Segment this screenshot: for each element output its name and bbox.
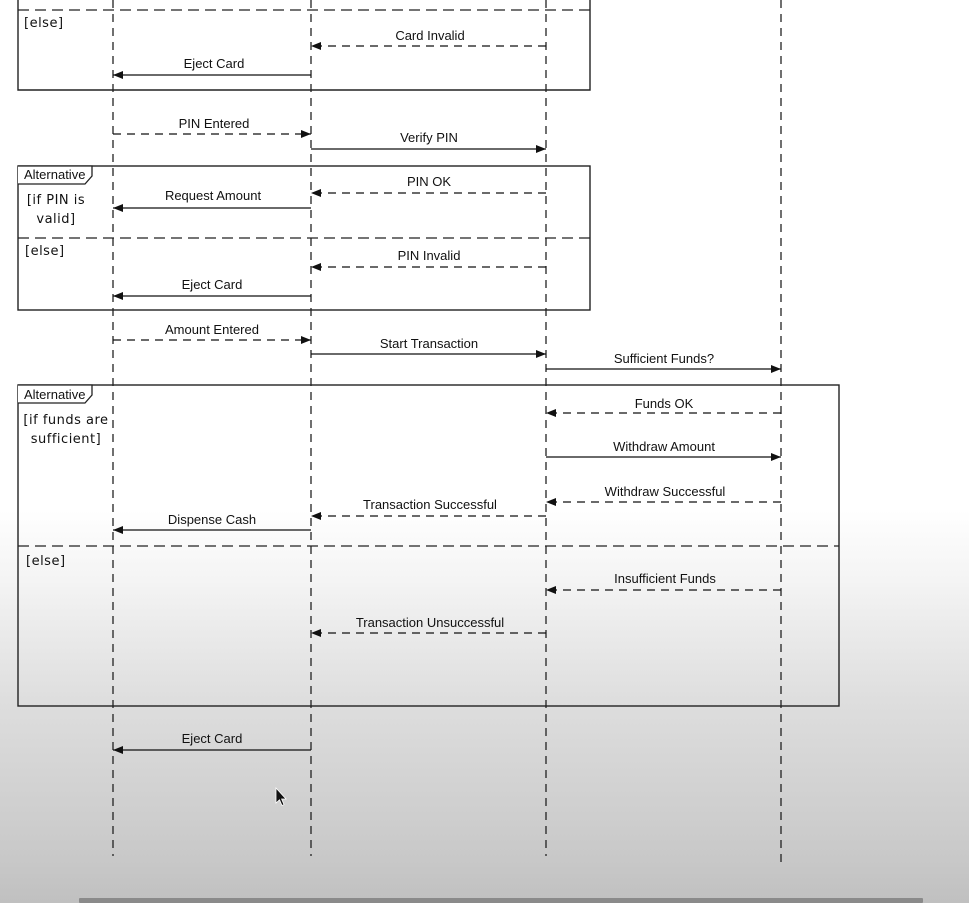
fragment-card-else-label: [else] xyxy=(24,16,64,31)
label-request-amount: Request Amount xyxy=(164,188,262,203)
fragment-funds-else-label: [else] xyxy=(26,554,66,569)
label-withdraw-amount: Withdraw Amount xyxy=(613,439,715,454)
fragment-funds-guard-line1: [if funds are xyxy=(23,413,109,428)
fragment-funds-alternative xyxy=(18,385,839,706)
label-withdraw-successful: Withdraw Successful xyxy=(604,484,726,499)
label-amount-entered: Amount Entered xyxy=(165,322,259,337)
mouse-pointer-icon xyxy=(276,788,286,806)
label-start-transaction: Start Transaction xyxy=(379,336,479,351)
label-funds-ok: Funds OK xyxy=(634,396,694,411)
horizontal-scrollbar[interactable] xyxy=(79,898,923,903)
label-transaction-successful: Transaction Successful xyxy=(363,497,497,512)
message-labels xyxy=(165,28,725,746)
label-sufficient-funds: Sufficient Funds? xyxy=(613,351,715,366)
label-insufficient-funds: Insufficient Funds xyxy=(614,571,716,586)
fragment-card-frame xyxy=(18,0,590,90)
fragment-pin-alternative xyxy=(18,166,590,310)
label-eject-card-1: Eject Card xyxy=(183,56,245,71)
label-pin-invalid: PIN Invalid xyxy=(397,248,461,263)
label-card-invalid: Card Invalid xyxy=(395,28,465,43)
fragment-card-check xyxy=(18,0,590,90)
label-pin-entered: PIN Entered xyxy=(178,116,250,131)
fragment-pin-guard-line1: [if PIN is xyxy=(26,193,86,208)
fragment-pin-tag: Alternative xyxy=(24,167,86,182)
fragment-pin-guard-line2: valid] xyxy=(36,212,76,227)
label-dispense-cash: Dispense Cash xyxy=(167,512,257,527)
label-transaction-unsuccessful: Transaction Unsuccessful xyxy=(355,615,505,630)
label-eject-card-2: Eject Card xyxy=(181,277,243,292)
fragment-funds-guard-line2: sufficient] xyxy=(30,432,102,447)
fragment-funds-tag: Alternative xyxy=(24,387,86,402)
label-verify-pin: Verify PIN xyxy=(400,130,458,145)
label-pin-ok: PIN OK xyxy=(406,174,452,189)
fragment-pin-else-label: [else] xyxy=(25,244,65,259)
label-eject-card-3: Eject Card xyxy=(181,731,243,746)
